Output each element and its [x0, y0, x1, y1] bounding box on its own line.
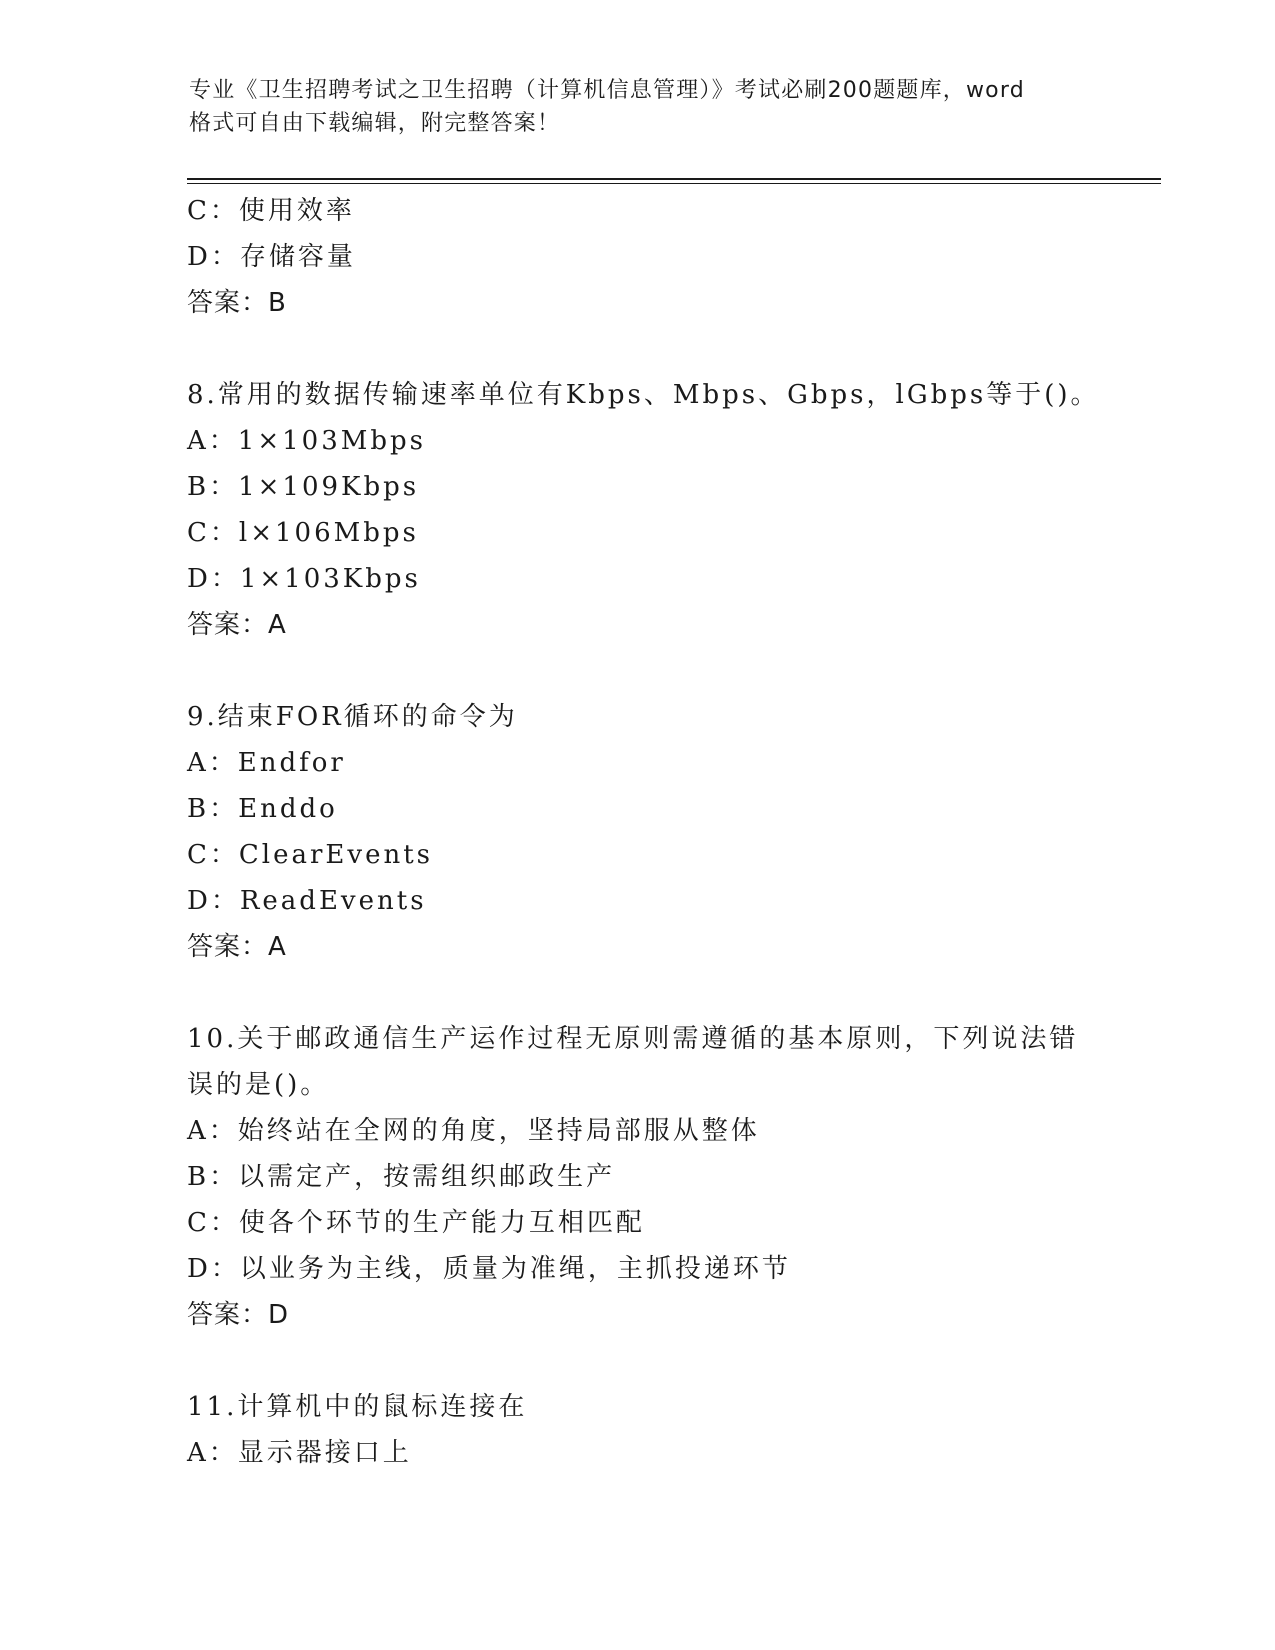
answer-line: 答案：D — [187, 1300, 290, 1330]
question-block-11 — [187, 1384, 1087, 1476]
answer-line: 答案：A — [187, 610, 287, 640]
question-text-line-1: 10.关于邮政通信生产运作过程无原则需遵循的基本原则，下列说法错 — [187, 1024, 1079, 1054]
option-c: C：l×106Mbps — [187, 518, 419, 548]
option-d: D：1×103Kbps — [187, 564, 421, 594]
question-text: 9.结束FOR循环的命令为 — [187, 702, 518, 732]
header-title-line-2: 格式可自由下载编辑，附完整答案！ — [189, 111, 561, 136]
spacer — [187, 648, 1087, 694]
header-divider-thin — [187, 183, 1161, 184]
option-c: C：ClearEvents — [187, 840, 434, 870]
question-list — [187, 188, 1100, 1476]
option-b: B：以需定产，按需组织邮政生产 — [187, 1162, 616, 1192]
option-d: D：存储容量 — [187, 242, 356, 272]
option-d: D：以业务为主线，质量为准绳，主抓投递环节 — [187, 1254, 791, 1284]
header-divider-thick — [187, 178, 1161, 180]
header-title-line-1: 专业《卫生招聘考试之卫生招聘（计算机信息管理）》考试必刷200题题库，word — [189, 78, 1025, 103]
spacer — [187, 1338, 1087, 1384]
option-c: C：使用效率 — [187, 196, 355, 226]
option-c: C：使各个环节的生产能力互相匹配 — [187, 1208, 645, 1238]
question-block-9 — [187, 694, 1087, 970]
option-b: B：1×109Kbps — [187, 472, 420, 502]
spacer — [187, 326, 1087, 372]
question-block-8 — [187, 372, 1100, 648]
question-block-10 — [187, 1016, 1087, 1338]
answer-line: 答案：B — [187, 288, 287, 318]
question-text: 8.常用的数据传输速率单位有Kbps、Mbps、Gbps，lGbps等于()。 — [187, 380, 1100, 410]
spacer — [187, 970, 1087, 1016]
question-block-7 — [187, 188, 1087, 326]
question-text-line-2: 误的是()。 — [187, 1070, 330, 1100]
option-d: D：ReadEvents — [187, 886, 427, 916]
option-a: A：始终站在全网的角度，坚持局部服从整体 — [187, 1116, 760, 1146]
answer-line: 答案：A — [187, 932, 287, 962]
question-text: 11.计算机中的鼠标连接在 — [187, 1392, 528, 1422]
document-header — [189, 74, 1089, 140]
option-a: A：显示器接口上 — [187, 1438, 412, 1468]
option-a: A：Endfor — [187, 748, 346, 778]
option-b: B：Enddo — [187, 794, 338, 824]
option-a: A：1×103Mbps — [187, 426, 426, 456]
